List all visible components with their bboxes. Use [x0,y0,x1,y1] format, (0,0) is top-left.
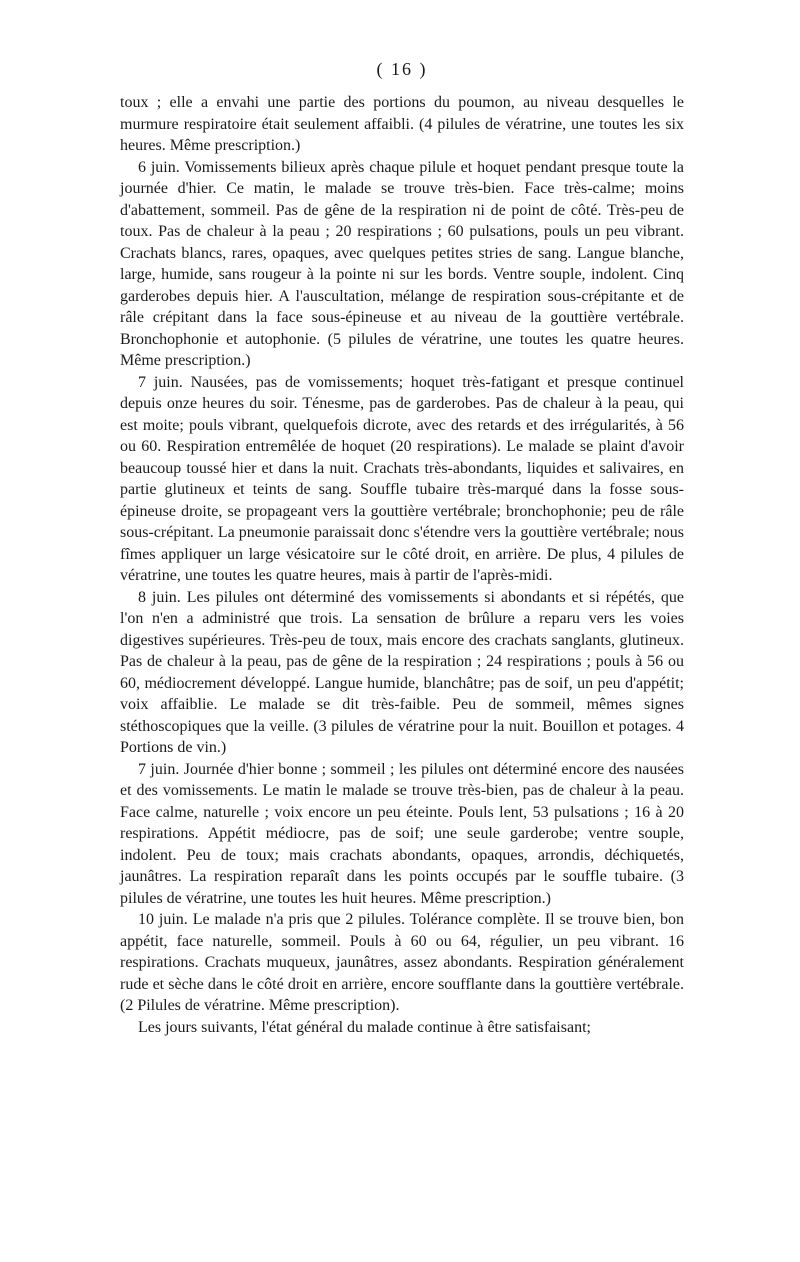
paragraph-jours-suivants: Les jours suivants, l'état général du malade continue à être satisfaisant; [138,1018,591,1036]
paragraph-6-juin: 6 juin. Vomissements bilieux après chaque pilule et hoquet pendant presque toute la journée d'hier. Ce matin, le malade se trouve très-bien. Face très-calme; moins d'abattement, sommeil. Pas de gêne de la respiration ni de point de côté. Très-peu de toux. Pas de chaleur à la peau ; 20 respirations ; 60 pulsations, pouls un peu vibrant. Crachats blancs, rares, opaques, avec quelques petites stries de sang. Langue blanche, large, humide, sans rougeur à la pointe ni sur les bords. Ventre souple, indolent. Cinq garderobes depuis hier. A l'auscultation, mélange de respiration sous-crépitante et de râle crépitant dans la face sous-épineuse et au niveau de la gouttière vertébrale. Bronchophonie et autophonie. (5 pilules de vératrine, une toutes les quatre heures. Même prescription.) [120,158,684,369]
paragraph-7-juin: 7 juin. Nausées, pas de vomissements; hoquet très-fatigant et presque continuel depuis onze heures du soir. Ténesme, pas de garderobes. Pas de chaleur à la peau, qui est moite; pouls vibrant, quelquefois dicrote, avec des retards et des irrégularités, à 56 ou 60. Respiration entremêlée de hoquet (20 respirations). Le malade se plaint d'avoir beaucoup toussé hier et dans la nuit. Crachats très-abondants, liquides et salivaires, en partie glutineux et teints de sang. Souffle tubaire très-marqué dans la fosse sous-épineuse droite, se propageant vers la gouttière vertébrale; bronchophonie; peu de râle sous-crépitant. La pneumonie paraissait donc s'étendre vers la gouttière vertébrale; nous fîmes appliquer un large vésicatoire sur le côté droit, en arrière. De plus, 4 pilules de vératrine, une toutes les quatre heures, mais à partir de l'après-midi. [120,373,684,584]
paragraph-continuation: toux ; elle a envahi une partie des portions du poumon, au niveau desquelles le murmure respiratoire était seulement affaibli. (4 pilules de vératrine, une toutes les six heures. Même prescription.) [120,94,684,154]
paragraph-10-juin: 10 juin. Le malade n'a pris que 2 pilules. Tolérance complète. Il se trouve bien, bon appétit, face naturelle, sommeil. Pouls à 60 ou 64, régulier, un peu vibrant. 16 respirations. Crachats muqueux, jaunâtres, assez abondants. Respiration généralement rude et sèche dans le côté droit en arrière, encore soufflante dans la gouttière vertébrale. (2 Pilules de vératrine. Même prescription). [120,911,684,1014]
paragraph-9-juin: 7 juin. Journée d'hier bonne ; sommeil ; les pilules ont déterminé encore des nausées et des vomissements. Le matin le malade se trouve très-bien, pas de chaleur à la peau. Face calme, naturelle ; voix encore un peu éteinte. Pouls lent, 53 pulsations ; 16 à 20 respirations. Appétit médiocre, pas de soif; une seule garderobe; ventre souple, indolent. Peu de toux; mais crachats abondants, opaques, arrondis, déchiquetés, jaunâtres. La respiration reparaît dans les points occupés par le souffle tubaire. (3 pilules de vératrine, une toutes les huit heures. Même prescription.) [120,760,684,907]
page-number: ( 16 ) [376,59,428,79]
paragraph-8-juin: 8 juin. Les pilules ont déterminé des vomissements si abondants et si répétés, que l'on n'en a administré que trois. La sensation de brûlure a reparu vers les voies digestives supérieures. Très-peu de toux, mais encore des crachats sanglants, glutineux. Pas de chaleur à la peau, pas de gêne de la respiration ; 24 respirations ; pouls à 56 ou 60, médiocrement développé. Langue humide, blanchâtre; pas de soif, un peu d'appétit; voix affaiblie. Le malade se dit très-faible. Peu de sommeil, mêmes signes stéthoscopiques que la veille. (3 pilules de vératrine pour la nuit. Bouillon et potages. 4 Portions de vin.) [120,588,684,756]
document-page [120,56,684,1038]
